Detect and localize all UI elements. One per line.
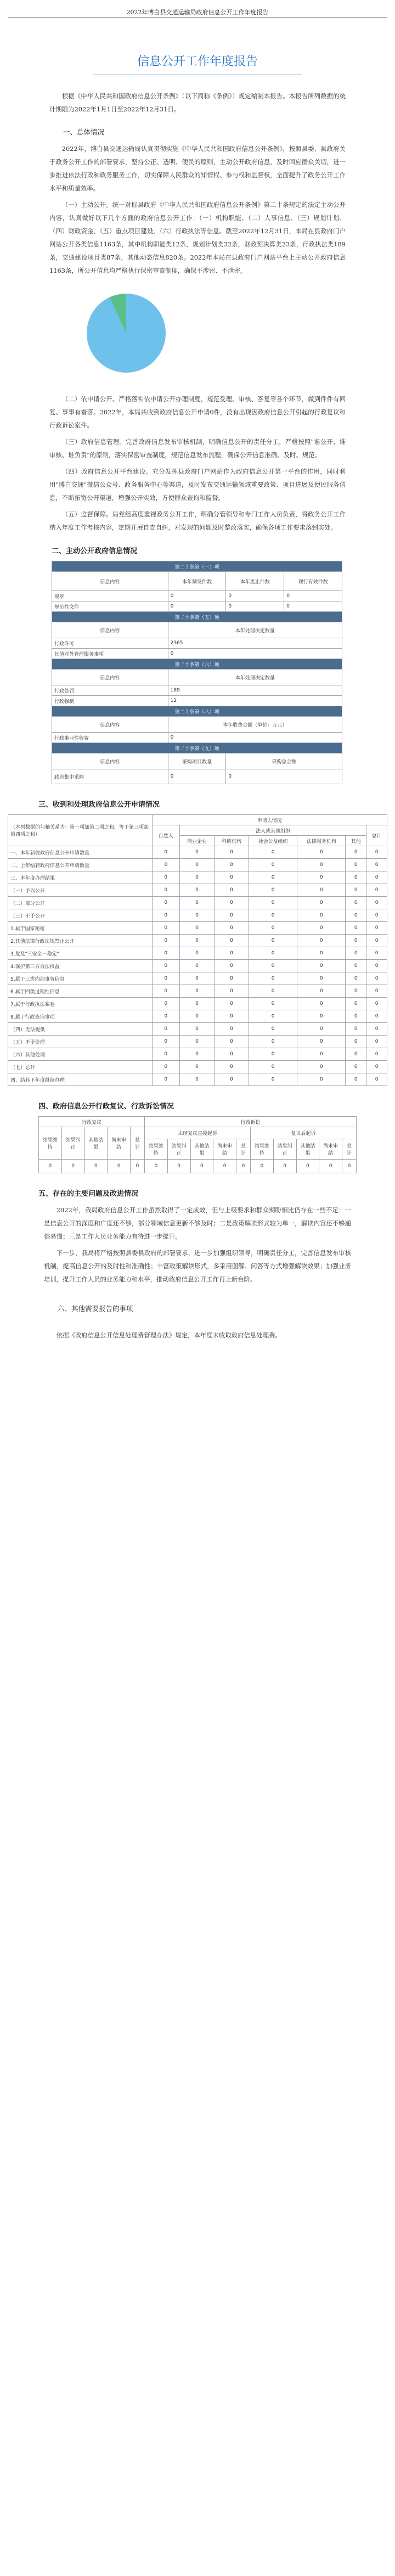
table-cell: 0 <box>249 985 297 998</box>
active-disclosure-table <box>52 561 342 784</box>
table-cell: 0 <box>214 972 249 985</box>
table-cell: 0 <box>168 649 342 659</box>
table-cell: 0 <box>273 1160 296 1173</box>
table-header-cell: 本年废止件数 <box>226 572 284 591</box>
table-cell: 0 <box>152 985 179 998</box>
table-cell: 0 <box>226 591 284 601</box>
table-cell: 0 <box>152 897 179 909</box>
table-cell: 0 <box>152 859 179 871</box>
sub-header: 社会公益组织 <box>249 836 297 846</box>
table-cell: 0 <box>179 935 214 947</box>
row-label: 3.危及"三安全一稳定" <box>8 947 153 960</box>
row-label: （七）总计 <box>8 1061 153 1073</box>
table-cell: 0 <box>152 1061 179 1073</box>
table-cell: 0 <box>179 1048 214 1061</box>
table-cell: 0 <box>179 985 214 998</box>
table-header-cell: 信息内容 <box>52 753 168 769</box>
table-header-cell: 本年处理决定数量 <box>168 670 342 685</box>
table-cell: 0 <box>297 846 346 859</box>
row-label: 一、本年新收政府信息公开申请数量 <box>8 846 153 859</box>
total-header: 总计 <box>366 825 387 846</box>
table-cell: 0 <box>226 601 284 612</box>
table-cell: 0 <box>214 935 249 947</box>
table-cell: 0 <box>152 909 179 922</box>
table-cell: 0 <box>319 1160 342 1173</box>
section1-rest <box>49 392 346 534</box>
table-cell: 0 <box>284 591 342 601</box>
table-cell: 0 <box>249 871 297 884</box>
table-cell: 0 <box>236 1160 251 1173</box>
row-label: （四）无法提供 <box>8 1023 153 1036</box>
table-cell: 0 <box>342 1160 357 1173</box>
review-col: 结果维持 <box>39 1127 62 1160</box>
table-cell: 0 <box>249 846 297 859</box>
row-label: 2.其他法律行政法规禁止公开 <box>8 935 153 947</box>
table-cell: 0 <box>346 922 366 935</box>
table-cell: 0 <box>250 1160 273 1173</box>
table-cell: 0 <box>297 1023 346 1036</box>
row-label: 4.保护第三方合法权益 <box>8 960 153 972</box>
table-row <box>8 1073 387 1086</box>
table-cell: 0 <box>297 998 346 1010</box>
page-title: 信息公开工作年度报告 <box>137 55 258 69</box>
table-cell: 0 <box>249 1073 297 1086</box>
platform-paragraph: （四）政府信息公开平台建设。充分发挥县政府门户网站作为政府信息公开第一平台的作用，同时利用"博白交通"微信公众号、政务服务中心等渠道，及时发布交通运输领域重要政策、项目进展及便民服务信息，不断拓宽公开渠道，增强公开实效，方便群众查询和监督。 <box>49 468 346 502</box>
table-cell: 0 <box>366 859 387 871</box>
table-cell: 0 <box>152 922 179 935</box>
table-cell: 0 <box>366 1010 387 1023</box>
table-cell: 行政处罚 <box>52 685 168 696</box>
row-label: 三、本年度办理结果 <box>8 871 153 884</box>
section4-heading: 四、政府信息公开行政复议、行政诉讼情况 <box>38 1103 174 1111</box>
table-cell: 0 <box>366 1073 387 1086</box>
after-header: 复议后起诉 <box>250 1127 356 1139</box>
table-cell: 0 <box>249 922 297 935</box>
table-cell: 0 <box>297 922 346 935</box>
table-cell: 行政强制 <box>52 696 168 706</box>
table-cell: 0 <box>249 998 297 1010</box>
table-cell: 0 <box>179 1061 214 1073</box>
table-cell: 0 <box>249 859 297 871</box>
table-cell: 0 <box>297 985 346 998</box>
lit-col: 其他结果 <box>296 1139 319 1160</box>
intro-section <box>49 89 346 277</box>
table-header-cell: 本年处理决定数量 <box>168 622 342 638</box>
table-cell: 0 <box>214 985 249 998</box>
row-label: 5.属于三类内部事务信息 <box>8 972 153 985</box>
sub-header: 法律服务机构 <box>297 836 346 846</box>
table-cell: 0 <box>152 1036 179 1048</box>
table-cell: 0 <box>249 1023 297 1036</box>
table-row <box>8 897 387 909</box>
table-cell: 0 <box>168 601 226 612</box>
table-band: 第二十条第（五）项 <box>52 612 342 622</box>
table-cell: 0 <box>168 591 226 601</box>
table-cell: 0 <box>366 960 387 972</box>
sub-header: 商业企业 <box>179 836 214 846</box>
table-row <box>8 871 387 884</box>
review-col: 总计 <box>131 1127 145 1160</box>
table-cell: 0 <box>249 972 297 985</box>
section5-heading: 五、存在的主要问题及改进情况 <box>38 1190 139 1198</box>
table-cell: 0 <box>366 884 387 897</box>
table-cell: 规范性文件 <box>52 601 168 612</box>
pie-chart <box>49 283 346 387</box>
table-cell: 0 <box>84 1160 108 1173</box>
table-cell: 0 <box>179 846 214 859</box>
section2-heading: 二、主动公开政府信息情况 <box>52 547 138 555</box>
table-cell: 政府集中采购 <box>52 769 168 784</box>
table-cell: 0 <box>152 871 179 884</box>
table-cell: 0 <box>214 871 249 884</box>
table-cell: 0 <box>144 1160 167 1173</box>
table-cell: 0 <box>366 871 387 884</box>
table-cell: 189 <box>168 685 342 696</box>
section5-body <box>44 1203 351 1342</box>
table-cell: 0 <box>152 972 179 985</box>
table-cell: 0 <box>226 769 342 784</box>
applicant-header: 申请人情况 <box>152 815 387 825</box>
table-cell: 0 <box>366 1048 387 1061</box>
table-cell: 0 <box>179 909 214 922</box>
table-cell: 其他对外管理服务事项 <box>52 649 168 659</box>
table-header-cell: 采购总金额 <box>226 753 342 769</box>
table-cell: 0 <box>366 985 387 998</box>
lit-col: 结果维持 <box>250 1139 273 1160</box>
lit-col: 总计 <box>342 1139 357 1160</box>
table-cell: 0 <box>346 884 366 897</box>
lit-col: 其他结果 <box>190 1139 213 1160</box>
table-cell: 0 <box>213 1160 236 1173</box>
legal-person-header: 法人或其他组织 <box>179 825 366 836</box>
table-cell: 0 <box>214 922 249 935</box>
table-row <box>8 972 387 985</box>
table-cell: 0 <box>346 1061 366 1073</box>
table-cell: 0 <box>346 998 366 1010</box>
table-row <box>8 859 387 871</box>
table-cell: 0 <box>297 947 346 960</box>
table-cell: 0 <box>152 935 179 947</box>
table-cell: 0 <box>214 1036 249 1048</box>
table-cell: 0 <box>297 884 346 897</box>
table-header-cell: 本年收费金额（单位：万元） <box>168 717 342 733</box>
table-cell: 0 <box>249 909 297 922</box>
lit-col: 结果纠正 <box>167 1139 190 1160</box>
improvement-paragraph: 下一步，我局将严格按照县委县政府的部署要求，进一步加强组织领导，明确责任分工，完善信息发布审核机制，提高信息公开的及时性和准确性；丰富政策解读形式，多采用图解、问答等方式增强解读效果；加强业务培训，提升工作人员的业务能力和水平，推动政府信息公开工作再上新台阶。 <box>44 1249 351 1283</box>
table-cell: 0 <box>296 1160 319 1173</box>
table-cell: 0 <box>346 935 366 947</box>
running-header: 2022年博白县交通运输局政府信息公开工作年度报告 <box>126 9 269 16</box>
section1-heading: 一、总体情况 <box>63 128 105 136</box>
table-cell: 0 <box>249 1061 297 1073</box>
row-label: 7.属于行政执法案卷 <box>8 998 153 1010</box>
table-cell: 0 <box>249 1036 297 1048</box>
table-cell: 0 <box>297 935 346 947</box>
table-cell: 0 <box>214 846 249 859</box>
table-cell: 2365 <box>168 638 342 649</box>
table-cell: 0 <box>249 947 297 960</box>
table-cell: 0 <box>214 884 249 897</box>
table-cell: 行政事业性收费 <box>52 733 168 743</box>
row-label: 8.属于行政查询事项 <box>8 1010 153 1023</box>
row-label: （三）不予公开 <box>8 909 153 922</box>
table-cell: 0 <box>179 947 214 960</box>
table-header-cell: 信息内容 <box>52 670 168 685</box>
section6-heading: 六、其他需要报告的事项 <box>58 1304 133 1313</box>
table-header-cell: 采购项目数量 <box>168 753 226 769</box>
table-cell: 0 <box>249 884 297 897</box>
table-row <box>8 922 387 935</box>
review-col: 其他结果 <box>84 1127 108 1160</box>
table-cell: 0 <box>39 1160 62 1173</box>
lit-col: 结果纠正 <box>273 1139 296 1160</box>
sub-header: 科研机构 <box>214 836 249 846</box>
table-cell: 0 <box>152 1010 179 1023</box>
table-cell: 0 <box>284 601 342 612</box>
table-cell: 0 <box>179 897 214 909</box>
table-cell: 12 <box>168 696 342 706</box>
table-row <box>8 1036 387 1048</box>
table-row <box>8 909 387 922</box>
lit-col: 尚未审结 <box>213 1139 236 1160</box>
table-band: 第二十条第（九）项 <box>52 743 342 753</box>
table-row <box>8 935 387 947</box>
table-header-cell: 本年制发件数 <box>168 572 226 591</box>
table-row <box>8 1010 387 1023</box>
table-cell: 0 <box>168 733 342 743</box>
table-row <box>8 960 387 972</box>
row-label: 6.属于四类过程性信息 <box>8 985 153 998</box>
table-cell: 0 <box>366 998 387 1010</box>
table-cell: 0 <box>297 909 346 922</box>
table-cell: 0 <box>366 1023 387 1036</box>
table-cell: 0 <box>61 1160 84 1173</box>
review-table <box>38 1116 357 1173</box>
table-row <box>8 947 387 960</box>
table-cell: 0 <box>297 1073 346 1086</box>
table-cell: 0 <box>297 1036 346 1048</box>
row-label: （一）予以公开 <box>8 884 153 897</box>
table-cell: 0 <box>366 922 387 935</box>
review-col: 尚未审结 <box>108 1127 131 1160</box>
table-cell: 0 <box>297 897 346 909</box>
table-cell: 0 <box>366 972 387 985</box>
table-cell: 0 <box>131 1160 145 1173</box>
table-cell: 0 <box>297 972 346 985</box>
management-paragraph: （三）政府信息管理。完善政府信息发布审核机制，明确信息公开的责任分工，严格按照"谁公开、谁审核、谁负责"的原则，落实保密审查制度，规范信息发布流程，确保公开信息准确、及时、规范。 <box>49 438 346 459</box>
table-cell: 0 <box>214 947 249 960</box>
table-row <box>8 998 387 1010</box>
table-band: 第二十条第（八）项 <box>52 706 342 717</box>
table-cell: 0 <box>346 972 366 985</box>
table-cell: 0 <box>366 846 387 859</box>
row-label: 1.属于国家秘密 <box>8 922 153 935</box>
table-cell: 0 <box>346 1073 366 1086</box>
table-cell: 0 <box>179 1010 214 1023</box>
requests-table <box>8 814 387 1086</box>
table-cell: 0 <box>366 897 387 909</box>
table-band: 第二十条第（一）项 <box>52 561 342 572</box>
table-cell: 0 <box>249 1010 297 1023</box>
table-cell: 0 <box>346 947 366 960</box>
table-cell: 0 <box>346 859 366 871</box>
table-row <box>8 884 387 897</box>
table-header-cell: 信息内容 <box>52 622 168 638</box>
table-cell: 0 <box>152 1023 179 1036</box>
section3-heading: 三、收到和处理政府信息公开申请情况 <box>38 801 160 809</box>
table-band: 第二十条第（六）项 <box>52 659 342 670</box>
table-cell: 0 <box>214 1023 249 1036</box>
table-cell: 0 <box>297 871 346 884</box>
table-cell: 0 <box>297 1048 346 1061</box>
table-row <box>8 846 387 859</box>
review-header: 行政复议 <box>39 1117 145 1127</box>
table-cell: 0 <box>179 1023 214 1036</box>
review-values-row <box>39 1160 357 1173</box>
table-cell: 0 <box>214 859 249 871</box>
table-cell: 0 <box>346 1023 366 1036</box>
pie-chart-area <box>49 283 346 387</box>
table-cell: 0 <box>152 1048 179 1061</box>
table-cell: 0 <box>297 859 346 871</box>
lit-col: 尚未审结 <box>319 1139 342 1160</box>
table-cell: 0 <box>249 1048 297 1061</box>
row-label: 二、上年结转政府信息公开申请数量 <box>8 859 153 871</box>
corner-note: （本列数据的勾稽关系为：第一项加第二项之和，等于第三项加第四项之和） <box>8 815 153 846</box>
table-cell: 0 <box>214 1073 249 1086</box>
table-cell: 0 <box>346 1048 366 1061</box>
table-cell: 0 <box>179 960 214 972</box>
table-row <box>8 1061 387 1073</box>
table-cell: 0 <box>249 935 297 947</box>
supervision-paragraph: （五）监督保障。局党组高度重视政务公开工作，明确分管领导和专门工作人员负责，将政务公开工作纳入年度工作考核内容，定期开展自查自纠，对发现的问题及时整改落实，确保各项工作要求落到实处。 <box>49 510 346 531</box>
table-cell: 0 <box>366 947 387 960</box>
table-cell: 0 <box>214 1061 249 1073</box>
lit-col: 结果维持 <box>144 1139 167 1160</box>
table-cell: 0 <box>214 1010 249 1023</box>
table-cell: 0 <box>346 1010 366 1023</box>
requests-table-body <box>8 846 387 1086</box>
table-cell: 0 <box>346 897 366 909</box>
table-cell: 0 <box>214 998 249 1010</box>
table-cell: 规章 <box>52 591 168 601</box>
table-cell: 0 <box>179 998 214 1010</box>
table-cell: 0 <box>214 909 249 922</box>
table-cell: 0 <box>168 769 226 784</box>
request-paragraph: （二）依申请公开。严格落实依申请公开办理制度，规范受理、审核、答复等各个环节，做到件件有回复、事事有着落。2022年，本局共收到政府信息公开申请0件，没有出现因政府信息公开引起的行政复议和行政诉讼案件。 <box>49 395 346 429</box>
intro-paragraph: 根据《中华人民共和国政府信息公开条例》（以下简称《条例》）规定编制本报告。本报告所列数据的统计期限为2022年1月1日至2022年12月31日。 <box>49 92 346 113</box>
table-cell: 0 <box>179 922 214 935</box>
table-cell: 0 <box>152 846 179 859</box>
table-cell: 0 <box>346 985 366 998</box>
table-cell: 0 <box>346 871 366 884</box>
table-cell: 0 <box>249 960 297 972</box>
active-disclosure-paragraph: （一）主动公开。统一对标县政府《中华人民共和国政府信息公开条例》第二十条规定的法定主动公开内容，认真做好以下几个方面的政府信息公开工作：（一）机构职能、（二）人事信息、（三）规划计划、（四）财政资金、（五）重点项目建设、（六）行政执法等信息。截至2022年12月31日，本局在县政府门户网站公开各类信息1163条，其中机构职能类12条，规划计划类32条，财政预决算类23条，行政执法类189条，交通建设项目类87条，其他动态信息820条。2022年本局在县政府门户网站平台上主动公开政府信息1163条，所公开信息均严格执行保密审查制度，确保不涉密、不泄密。 <box>49 201 346 274</box>
table-cell: 0 <box>297 1010 346 1023</box>
table-cell: 0 <box>366 909 387 922</box>
table-cell: 0 <box>214 897 249 909</box>
table-cell: 0 <box>346 1036 366 1048</box>
review-col: 结果纠正 <box>61 1127 84 1160</box>
litigation-header: 行政诉讼 <box>144 1117 356 1127</box>
table-cell: 0 <box>179 1073 214 1086</box>
table-cell: 0 <box>346 960 366 972</box>
table-cell: 0 <box>214 960 249 972</box>
table-cell: 0 <box>366 1036 387 1048</box>
table-cell: 0 <box>179 859 214 871</box>
table-cell: 0 <box>214 1048 249 1061</box>
table-row <box>8 1048 387 1061</box>
table-cell: 0 <box>297 1061 346 1073</box>
table-header-cell: 信息内容 <box>52 572 168 591</box>
table-row <box>8 1023 387 1036</box>
sub-header: 其他 <box>346 836 366 846</box>
table-cell: 0 <box>179 1036 214 1048</box>
table-cell: 0 <box>190 1160 213 1173</box>
table-cell: 0 <box>152 960 179 972</box>
table-cell: 0 <box>152 1073 179 1086</box>
lit-col: 总计 <box>236 1139 251 1160</box>
table-cell: 0 <box>179 972 214 985</box>
table-cell: 0 <box>366 935 387 947</box>
problems-paragraph: 2022年，我局政府信息公开工作虽然取得了一定成效，但与上级要求和群众期盼相比仍存在一些不足：一是信息公开的深度和广度还不够，部分领域信息更新不够及时；二是政策解读形式较为单一，解读内容还不够通俗易懂；三是工作人员业务能力有待进一步提升。 <box>44 1206 351 1240</box>
table-header-cell: 信息内容 <box>52 717 168 733</box>
table-cell: 0 <box>152 947 179 960</box>
row-label: 四、结转下年度继续办理 <box>8 1073 153 1086</box>
table-cell: 0 <box>179 871 214 884</box>
table-cell: 0 <box>167 1160 190 1173</box>
table-cell: 0 <box>366 1061 387 1073</box>
direct-header: 未经复议直接起诉 <box>144 1127 250 1139</box>
table-cell: 0 <box>297 960 346 972</box>
row-label: （五）不予处理 <box>8 1036 153 1048</box>
table-cell: 0 <box>108 1160 131 1173</box>
table-cell: 0 <box>152 884 179 897</box>
table-header-cell: 现行有效件数 <box>284 572 342 591</box>
section1-paragraph: 2022年，博白县交通运输局认真贯彻实施《中华人民共和国政府信息公开条例》，按照县委、县政府关于政务公开工作的部署要求，坚持公正、透明、便民的原则，主动公开政府信息，及时回应群众关切，进一步推进依法行政和政务服务工作，切实保障人民群众的知情权、参与权和监督权，全面提升了政务公开工作水平和质量效率。 <box>49 145 346 192</box>
natural-person-header: 自然人 <box>152 825 179 846</box>
table-cell: 0 <box>249 897 297 909</box>
table-row <box>8 985 387 998</box>
row-label: （六）其他处理 <box>8 1048 153 1061</box>
table-cell: 0 <box>346 909 366 922</box>
table-cell: 0 <box>179 884 214 897</box>
table-cell: 行政许可 <box>52 638 168 649</box>
table-cell: 0 <box>152 998 179 1010</box>
table-cell: 0 <box>346 846 366 859</box>
other-matters-paragraph: 依据《政府信息公开信息处理费管理办法》规定，本年度未收取政府信息处理费。 <box>56 1331 281 1339</box>
row-label: （二）部分公开 <box>8 897 153 909</box>
